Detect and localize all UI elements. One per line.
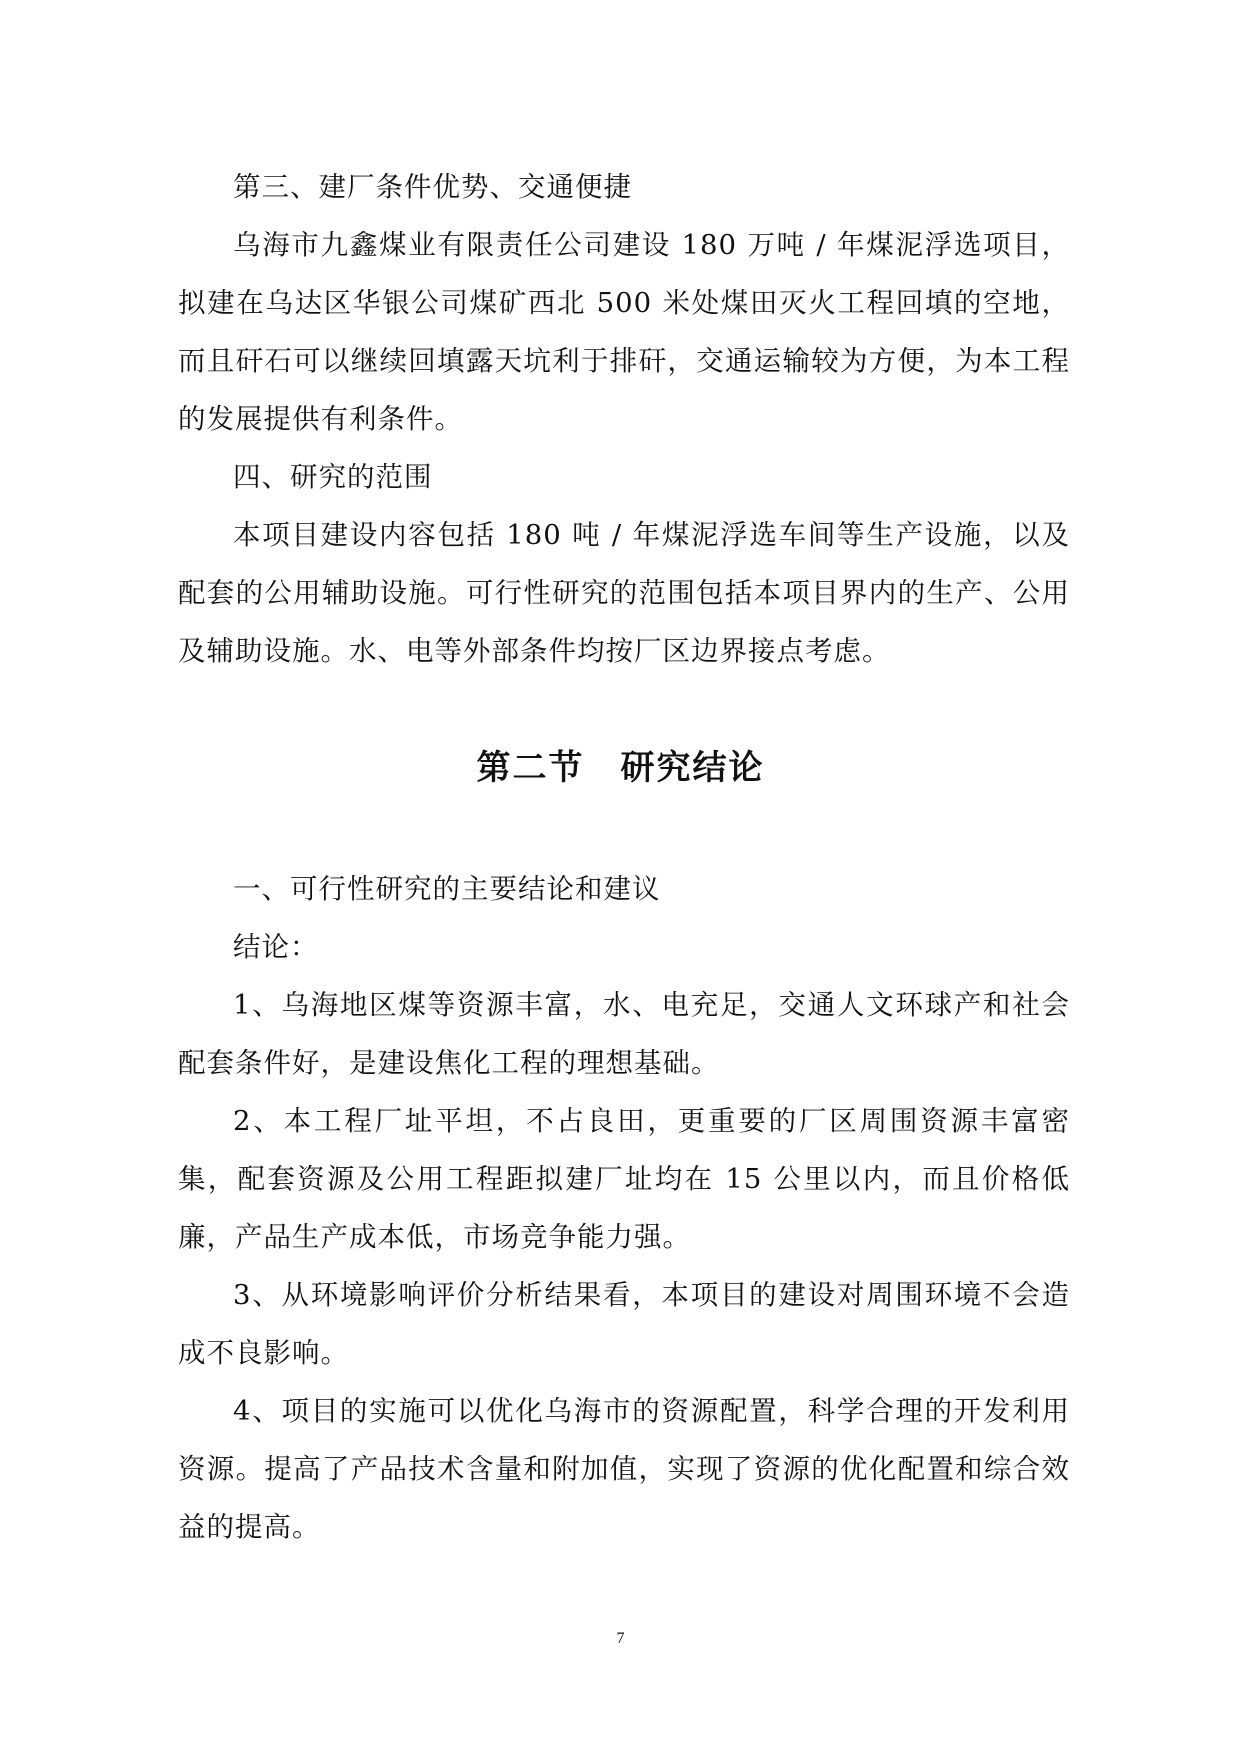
paragraph-site-description: 乌海市九鑫煤业有限责任公司建设 180 万吨 / 年煤泥浮选项目，拟建在乌达区华银公司煤矿西北 500 米处煤田灭火工程回填的空地，而且矸石可以继续回填露天坑利于排矸，交通运输较为方便，为本工程的发展提供有利条件。 [178,229,1070,435]
paragraph-conclusion-label: 结论： [233,931,319,963]
paragraph-heading-scope: 四、研究的范围 [233,461,433,493]
paragraph-scope-description: 本项目建设内容包括 180 吨 / 年煤泥浮选车间等生产设施，以及配套的公用辅助设施。可行性研究的范围包括本项目界内的生产、公用及辅助设施。水、电等外部条件均按厂区边界接点考虑。 [178,519,1070,667]
paragraph-conclusion-1: 1、乌海地区煤等资源丰富，水、电充足，交通人文环球产和社会配套条件好，是建设焦化工程的理想基础。 [178,989,1070,1079]
body-text-upper [178,158,1070,680]
paragraph-heading-site-advantage: 第三、建厂条件优势、交通便捷 [233,171,632,203]
section-title: 第二节 研究结论 [476,748,765,788]
paragraph-heading-conclusions: 一、可行性研究的主要结论和建议 [233,873,661,905]
body-text-lower [178,860,1070,1556]
paragraph-conclusion-3: 3、从环境影响评价分析结果看，本项目的建设对周围环境不会造成不良影响。 [178,1279,1070,1369]
paragraph-conclusion-4: 4、项目的实施可以优化乌海市的资源配置，科学合理的开发利用资源。提高了产品技术含量和附加值，实现了资源的优化配置和综合效益的提高。 [178,1395,1070,1543]
page-number: 7 [616,1630,625,1647]
paragraph-conclusion-2: 2、本工程厂址平坦，不占良田，更重要的厂区周围资源丰富密集，配套资源及公用工程距拟建厂址均在 15 公里以内，而且价格低廉，产品生产成本低，市场竞争能力强。 [178,1105,1070,1253]
